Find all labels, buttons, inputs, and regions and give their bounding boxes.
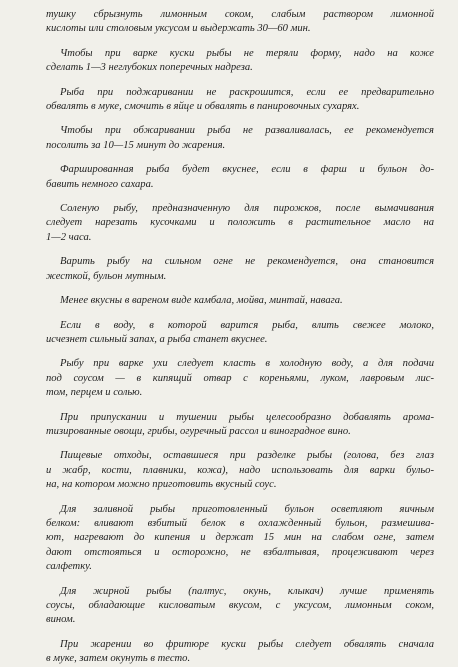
text-line: жесткой, бульон мутным. — [46, 270, 167, 282]
paragraph — [46, 449, 434, 492]
text-line: том, перцем и солью. — [46, 387, 143, 399]
text-line: сделать 1—3 неглубоких поперечных надреза. — [46, 62, 253, 74]
text-line: Если в воду, в которой варится рыба, влить свежее молоко, — [60, 319, 434, 331]
text-line: посолить за 10—15 минут до жарения. — [46, 139, 226, 151]
text-line: бавить немного сахара. — [46, 178, 154, 190]
text-line: 1—2 часа. — [46, 231, 92, 243]
paragraph — [46, 255, 434, 284]
text-line: Для жирной рыбы (палтус, окунь, клыкач) лучше применять — [60, 585, 434, 597]
text-line: тизированные овощи, грибы, огуречный рассол и виноградное вино. — [46, 425, 351, 437]
paragraph — [46, 294, 434, 308]
text-line: под соусом — в кипящий отвар с кореньями, луком, лавровым лис- — [46, 372, 434, 384]
text-line: тушку сбрызнуть лимонным соком, слабым раствором лимонной — [46, 9, 434, 20]
text-line: соусы, обладающие кисловатым вкусом, с уксусом, лимонным соком, — [46, 600, 434, 611]
text-line: и жабр, кости, плавники, кожа), надо использовать для варки бульо- — [46, 464, 434, 476]
paragraph — [46, 411, 434, 440]
text-line: При припускании и тушении рыбы целесообразно добавлять арома- — [60, 411, 434, 423]
text-line: на, на котором можно приготовить вкусный соус. — [46, 479, 277, 491]
text-line: Варить рыбу на сильном огне не рекомендуется, она становится — [60, 256, 434, 268]
text-line: Чтобы при обжаривании рыба не разваливалась, ее рекомендуется — [60, 125, 434, 137]
paragraph — [46, 8, 434, 37]
text-line: вином. — [46, 614, 76, 626]
text-line: белком: вливают взбитый белок в охлажденный бульон, размешива- — [46, 517, 434, 529]
text-line: салфетку. — [46, 561, 92, 573]
text-line: исчезнет сильный запах, а рыба станет вкуснее. — [46, 333, 268, 345]
text-line: обвалять в муке, смочить в яйце и обвалять в панировочных сухарях. — [46, 101, 360, 113]
paragraph — [46, 585, 434, 628]
text-line: Менее вкусны в вареном виде камбала, мойва, минтай, навага. — [60, 295, 343, 307]
paragraph — [46, 202, 434, 245]
text-line: следует нарезать кусочками и положить в растительное масло на — [46, 217, 434, 229]
paragraph — [46, 503, 434, 575]
paragraph — [46, 124, 434, 153]
paragraph — [46, 47, 434, 76]
text-line: ют, нагревают до кипения и держат 15 мин на слабом огне, затем — [46, 532, 434, 544]
text-line: дают отстояться и осторожно, не взбалтывая, процеживают через — [46, 546, 434, 558]
text-line: в муке, затем окунуть в тесто. — [46, 653, 191, 665]
text-line: Соленую рыбу, предназначенную для пирожков, после вымачивания — [60, 203, 434, 215]
text-line: Для заливной рыбы приготовленный бульон осветляют яичным — [60, 503, 434, 515]
paragraph — [46, 357, 434, 400]
paragraph — [46, 86, 434, 115]
text-line: При жарении во фритюре куски рыбы следует обвалять сначала — [60, 638, 434, 650]
text-line: кислоты или столовым уксусом и выдержать 30—60 мин. — [46, 23, 311, 35]
text-line: Чтобы при варке куски рыбы не теряли форму, надо на коже — [60, 47, 434, 59]
paragraph — [46, 319, 434, 348]
paragraph — [46, 163, 434, 192]
text-line: Фаршированная рыба будет вкуснее, если в фарш и бульон до- — [60, 164, 434, 176]
paragraph — [46, 638, 434, 667]
text-line: Пищевые отходы, оставшиеся при разделке рыбы (голова, без глаз — [60, 450, 434, 462]
text-line: Рыбу при варке ухи следует класть в холодную воду, а для подачи — [60, 358, 434, 370]
text-line: Рыба при поджаривании не раскрошится, если ее предварительно — [60, 86, 434, 98]
